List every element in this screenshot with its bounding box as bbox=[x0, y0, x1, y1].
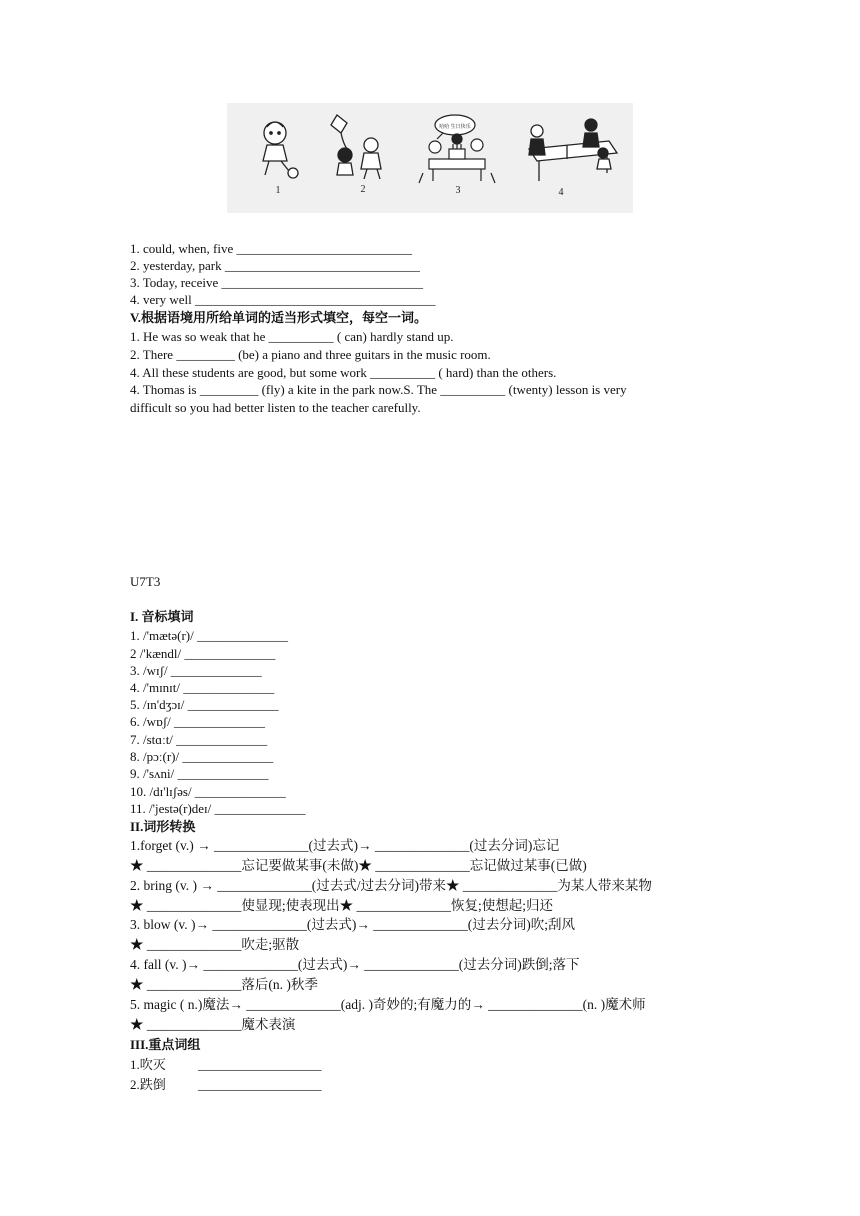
section-i-heading: I. 音标填词 bbox=[130, 609, 194, 624]
cartoon-illustration bbox=[227, 103, 633, 213]
section-ii-heading: II.词形转换 bbox=[130, 819, 196, 834]
phrase-item-label: 1.吹灭 bbox=[130, 1057, 166, 1072]
phonetic-item: 9. /'sʌni/ ______________ bbox=[130, 766, 269, 781]
unit-code: U7T3 bbox=[130, 574, 161, 589]
panel-2-figure bbox=[331, 115, 381, 179]
phonetic-item: 8. /pɔː(r)/ ______________ bbox=[130, 749, 274, 764]
phonetic-item: 3. /wɪʃ/ ______________ bbox=[130, 663, 262, 678]
speech-bubble-text: 哈哈 生日快乐 bbox=[439, 125, 471, 130]
phonetic-item: 2 /'kændl/ ______________ bbox=[130, 646, 276, 661]
word-form-line: ★ ______________忘记要做某事(未做)★ ______________忘记做过某事(已做) bbox=[130, 858, 587, 873]
phrase-item-blank: ___________________ bbox=[198, 1057, 322, 1072]
section-v-line: 1. He was so weak that he __________ ( can) hardly stand up. bbox=[130, 329, 454, 344]
phonetic-item: 11. /'jestə(r)deɪ/ ______________ bbox=[130, 801, 306, 816]
section-v-line: 4. All these students are good, but some work __________ ( hard) than the others. bbox=[130, 365, 557, 380]
panel-1-figure bbox=[263, 122, 298, 178]
word-form-line: 4. fall (v. )→ ______________(过去式)→ ______________(过去分词)跌倒;落下 bbox=[130, 957, 580, 972]
word-form-line: 1.forget (v.) → ______________(过去式)→ ______________(过去分词)忘记 bbox=[130, 838, 560, 853]
panel-number: 2 bbox=[360, 184, 366, 195]
word-form-line: ★ ______________使显现;使表现出★ ______________恢复;使想起;归还 bbox=[130, 898, 554, 913]
word-form-line: 2. bring (v. ) → ______________(过去式/过去分词)带来★ ______________为某人带来某物 bbox=[130, 878, 652, 893]
panel-number: 3 bbox=[455, 185, 461, 196]
phrase-item-blank: ___________________ bbox=[198, 1077, 322, 1092]
exercise-item: 1. could, when, five ___________________________ bbox=[130, 241, 413, 256]
phonetic-item: 10. /dɪ'lɪʃəs/ ______________ bbox=[130, 784, 286, 799]
section-iii-heading: III.重点词组 bbox=[130, 1037, 201, 1052]
section-v-heading: V.根据语境用所给单词的适当形式填空，每空一词。 bbox=[130, 310, 427, 325]
illustration-strip bbox=[227, 103, 633, 213]
exercise-item: 4. very well _____________________________________ bbox=[130, 292, 436, 307]
phonetic-item: 1. /'mætə(r)/ ______________ bbox=[130, 628, 288, 643]
phonetic-item: 5. /ɪn'dʒɔɪ/ ______________ bbox=[130, 697, 279, 712]
phrase-item-label: 2.跌倒 bbox=[130, 1077, 166, 1092]
phonetic-item: 7. /stɑːt/ ______________ bbox=[130, 732, 268, 747]
word-form-line: ★ ______________落后(n. )秋季 bbox=[130, 977, 318, 992]
phonetic-item: 4. /'mɪnɪt/ ______________ bbox=[130, 680, 275, 695]
word-form-line: 5. magic ( n.)魔法→ ______________(adj. )奇妙的;有魔力的→ ______________(n. )魔术师 bbox=[130, 997, 646, 1012]
section-v-line: difficult so you had better listen to the teacher carefully. bbox=[130, 400, 421, 415]
section-v-line: 4. Thomas is _________ (fly) a kite in the park now.S. The __________ (twenty) lesson is very bbox=[130, 382, 627, 397]
panel-number: 1 bbox=[275, 185, 281, 196]
phonetic-item: 6. /wɒʃ/ ______________ bbox=[130, 714, 265, 729]
section-v-line: 2. There _________ (be) a piano and three guitars in the music room. bbox=[130, 347, 491, 362]
panel-4-figure bbox=[529, 119, 617, 181]
exercise-item: 2. yesterday, park ______________________________ bbox=[130, 258, 420, 273]
exercise-item: 3. Today, receive _______________________________ bbox=[130, 275, 423, 290]
word-form-line: 3. blow (v. )→ ______________(过去式)→ ______________(过去分词)吹;刮风 bbox=[130, 917, 575, 932]
word-form-line: ★ ______________吹走;驱散 bbox=[130, 937, 300, 952]
word-form-line: ★ ______________魔术表演 bbox=[130, 1017, 296, 1032]
panel-number: 4 bbox=[558, 187, 564, 198]
